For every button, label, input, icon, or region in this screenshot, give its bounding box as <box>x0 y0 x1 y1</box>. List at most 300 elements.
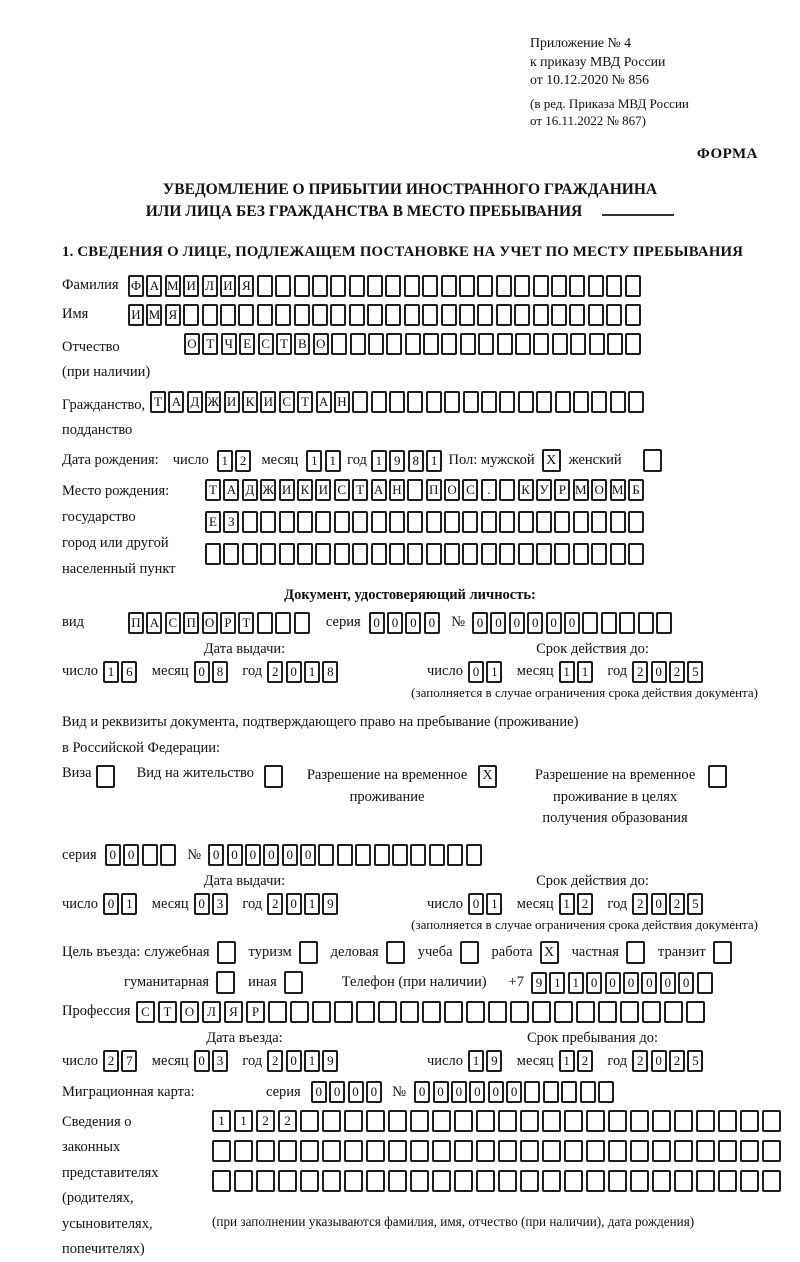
char-cell[interactable] <box>696 1170 715 1192</box>
residence-valid-day-field[interactable] <box>468 893 505 915</box>
char-cell[interactable]: Р <box>220 612 236 634</box>
temp-residence-checkbox[interactable]: X <box>478 765 497 788</box>
char-cell[interactable]: 8 <box>322 661 338 683</box>
char-cell[interactable] <box>542 1110 561 1132</box>
char-cell[interactable] <box>625 304 641 326</box>
char-cell[interactable]: П <box>128 612 144 634</box>
stay-day-field[interactable] <box>468 1050 505 1072</box>
char-cell[interactable]: Т <box>205 479 221 501</box>
doc-number-cells-field[interactable] <box>472 612 674 634</box>
char-cell[interactable] <box>642 1001 661 1023</box>
char-cell[interactable] <box>331 333 347 355</box>
purpose-other-checkbox[interactable] <box>284 971 303 994</box>
char-cell[interactable] <box>589 333 605 355</box>
char-cell[interactable]: 1 <box>559 1050 575 1072</box>
char-cell[interactable] <box>352 391 368 413</box>
char-cell[interactable]: Ч <box>221 333 237 355</box>
char-cell[interactable] <box>536 511 552 533</box>
char-cell[interactable] <box>454 1140 473 1162</box>
char-cell[interactable] <box>543 1081 559 1103</box>
char-cell[interactable]: 0 <box>387 612 403 634</box>
citizenship-cells-field[interactable] <box>150 391 647 413</box>
migration-card-seriya-field[interactable] <box>311 1081 385 1103</box>
char-cell[interactable] <box>330 275 346 297</box>
char-cell[interactable]: И <box>128 304 144 326</box>
char-cell[interactable]: 2 <box>278 1110 297 1132</box>
char-cell[interactable]: С <box>258 333 274 355</box>
stay-year-field[interactable] <box>632 1050 706 1072</box>
char-cell[interactable] <box>630 1140 649 1162</box>
char-cell[interactable]: 0 <box>369 612 385 634</box>
char-cell[interactable]: 2 <box>267 893 283 915</box>
char-cell[interactable]: А <box>168 391 184 413</box>
char-cell[interactable] <box>499 479 515 501</box>
stay-month-field[interactable] <box>559 1050 596 1072</box>
char-cell[interactable]: 1 <box>486 661 502 683</box>
char-cell[interactable] <box>588 304 604 326</box>
purpose-tourism-checkbox[interactable] <box>299 941 318 964</box>
char-cell[interactable] <box>423 333 439 355</box>
char-cell[interactable]: 0 <box>641 972 657 994</box>
char-cell[interactable]: Д <box>187 391 203 413</box>
char-cell[interactable]: 0 <box>194 1050 210 1072</box>
char-cell[interactable] <box>552 333 568 355</box>
char-cell[interactable] <box>586 1110 605 1132</box>
char-cell[interactable]: 1 <box>559 893 575 915</box>
residence-valid-month-field[interactable] <box>559 893 596 915</box>
char-cell[interactable] <box>718 1140 737 1162</box>
char-cell[interactable]: 2 <box>669 661 685 683</box>
char-cell[interactable] <box>554 1001 573 1023</box>
char-cell[interactable] <box>205 543 221 565</box>
char-cell[interactable] <box>386 333 402 355</box>
char-cell[interactable] <box>349 275 365 297</box>
char-cell[interactable] <box>260 511 276 533</box>
char-cell[interactable] <box>294 612 310 634</box>
char-cell[interactable] <box>300 1140 319 1162</box>
char-cell[interactable]: М <box>165 275 181 297</box>
char-cell[interactable] <box>460 333 476 355</box>
char-cell[interactable] <box>498 1170 517 1192</box>
char-cell[interactable] <box>334 1001 353 1023</box>
char-cell[interactable] <box>268 1001 287 1023</box>
char-cell[interactable] <box>586 1170 605 1192</box>
char-cell[interactable] <box>628 543 644 565</box>
birth-year-cells-field[interactable] <box>371 450 445 472</box>
char-cell[interactable] <box>498 1110 517 1132</box>
visa-checkbox[interactable] <box>96 765 115 788</box>
char-cell[interactable] <box>569 304 585 326</box>
char-cell[interactable] <box>718 1110 737 1132</box>
char-cell[interactable]: К <box>242 391 258 413</box>
char-cell[interactable] <box>499 391 515 413</box>
char-cell[interactable]: Ж <box>260 479 276 501</box>
char-cell[interactable] <box>422 1001 441 1023</box>
char-cell[interactable] <box>478 333 494 355</box>
char-cell[interactable] <box>344 1170 363 1192</box>
char-cell[interactable]: 0 <box>286 893 302 915</box>
char-cell[interactable]: 0 <box>468 893 484 915</box>
char-cell[interactable] <box>426 543 442 565</box>
char-cell[interactable]: А <box>371 479 387 501</box>
entry-day-field[interactable] <box>103 1050 140 1072</box>
char-cell[interactable] <box>536 543 552 565</box>
char-cell[interactable]: Р <box>554 479 570 501</box>
char-cell[interactable] <box>441 304 457 326</box>
char-cell[interactable]: 1 <box>306 450 322 472</box>
char-cell[interactable]: 1 <box>568 972 584 994</box>
char-cell[interactable] <box>337 844 353 866</box>
char-cell[interactable] <box>619 612 635 634</box>
char-cell[interactable] <box>533 304 549 326</box>
char-cell[interactable] <box>554 543 570 565</box>
char-cell[interactable]: Е <box>205 511 221 533</box>
char-cell[interactable] <box>466 844 482 866</box>
char-cell[interactable] <box>551 275 567 297</box>
char-cell[interactable] <box>696 1140 715 1162</box>
char-cell[interactable] <box>462 543 478 565</box>
char-cell[interactable]: Т <box>202 333 218 355</box>
char-cell[interactable]: 1 <box>559 661 575 683</box>
representatives-row1-field[interactable] <box>212 1110 784 1132</box>
char-cell[interactable] <box>352 543 368 565</box>
char-cell[interactable] <box>441 333 457 355</box>
char-cell[interactable] <box>444 511 460 533</box>
char-cell[interactable]: 2 <box>632 661 648 683</box>
char-cell[interactable] <box>564 1170 583 1192</box>
char-cell[interactable]: И <box>315 479 331 501</box>
char-cell[interactable]: Л <box>202 1001 221 1023</box>
char-cell[interactable] <box>569 275 585 297</box>
entry-year-field[interactable] <box>267 1050 341 1072</box>
char-cell[interactable] <box>223 543 239 565</box>
char-cell[interactable] <box>389 543 405 565</box>
char-cell[interactable] <box>477 304 493 326</box>
char-cell[interactable]: Я <box>224 1001 243 1023</box>
char-cell[interactable]: 0 <box>488 1081 504 1103</box>
char-cell[interactable] <box>533 333 549 355</box>
char-cell[interactable]: 0 <box>586 972 602 994</box>
char-cell[interactable]: Я <box>238 275 254 297</box>
char-cell[interactable] <box>318 844 334 866</box>
char-cell[interactable]: 0 <box>245 844 261 866</box>
char-cell[interactable] <box>322 1170 341 1192</box>
char-cell[interactable]: 2 <box>103 1050 119 1072</box>
char-cell[interactable] <box>762 1170 781 1192</box>
char-cell[interactable]: Я <box>165 304 181 326</box>
char-cell[interactable] <box>220 304 236 326</box>
char-cell[interactable]: 1 <box>304 893 320 915</box>
char-cell[interactable] <box>300 1170 319 1192</box>
birth-place-row3-cells-field[interactable] <box>205 543 646 565</box>
purpose-private-checkbox[interactable] <box>626 941 645 964</box>
char-cell[interactable]: А <box>223 479 239 501</box>
char-cell[interactable]: 0 <box>451 1081 467 1103</box>
char-cell[interactable] <box>481 511 497 533</box>
char-cell[interactable] <box>404 275 420 297</box>
char-cell[interactable] <box>718 1170 737 1192</box>
char-cell[interactable]: 0 <box>282 844 298 866</box>
char-cell[interactable]: 0 <box>546 612 562 634</box>
char-cell[interactable] <box>499 543 515 565</box>
residence-number-cells-field[interactable] <box>208 844 484 866</box>
char-cell[interactable]: О <box>591 479 607 501</box>
char-cell[interactable] <box>454 1170 473 1192</box>
char-cell[interactable]: 0 <box>472 612 488 634</box>
char-cell[interactable] <box>598 1001 617 1023</box>
char-cell[interactable]: 0 <box>506 1081 522 1103</box>
char-cell[interactable] <box>514 304 530 326</box>
char-cell[interactable] <box>496 275 512 297</box>
char-cell[interactable] <box>366 1140 385 1162</box>
char-cell[interactable]: О <box>184 333 200 355</box>
purpose-official-checkbox[interactable] <box>217 941 236 964</box>
char-cell[interactable]: 5 <box>687 893 703 915</box>
char-cell[interactable] <box>385 304 401 326</box>
char-cell[interactable] <box>625 333 641 355</box>
char-cell[interactable]: С <box>279 391 295 413</box>
char-cell[interactable]: 9 <box>486 1050 502 1072</box>
char-cell[interactable] <box>674 1170 693 1192</box>
char-cell[interactable]: 0 <box>651 893 667 915</box>
char-cell[interactable] <box>532 1001 551 1023</box>
char-cell[interactable] <box>344 1140 363 1162</box>
char-cell[interactable]: 2 <box>267 1050 283 1072</box>
char-cell[interactable]: 2 <box>577 893 593 915</box>
char-cell[interactable] <box>407 511 423 533</box>
char-cell[interactable]: 0 <box>405 612 421 634</box>
char-cell[interactable]: 2 <box>632 1050 648 1072</box>
char-cell[interactable]: 1 <box>121 893 137 915</box>
char-cell[interactable] <box>256 1140 275 1162</box>
char-cell[interactable]: 8 <box>212 661 228 683</box>
char-cell[interactable]: 9 <box>322 1050 338 1072</box>
char-cell[interactable]: 0 <box>311 1081 327 1103</box>
char-cell[interactable] <box>510 1001 529 1023</box>
char-cell[interactable]: 0 <box>469 1081 485 1103</box>
phone-cells-field[interactable] <box>531 972 715 994</box>
char-cell[interactable]: 0 <box>286 1050 302 1072</box>
char-cell[interactable] <box>570 333 586 355</box>
char-cell[interactable] <box>444 543 460 565</box>
char-cell[interactable]: Л <box>202 275 218 297</box>
char-cell[interactable] <box>432 1140 451 1162</box>
char-cell[interactable] <box>536 391 552 413</box>
char-cell[interactable] <box>405 333 421 355</box>
char-cell[interactable] <box>234 1170 253 1192</box>
char-cell[interactable]: 0 <box>605 972 621 994</box>
char-cell[interactable] <box>315 543 331 565</box>
char-cell[interactable] <box>656 612 672 634</box>
char-cell[interactable] <box>429 844 445 866</box>
char-cell[interactable]: 0 <box>490 612 506 634</box>
char-cell[interactable] <box>441 275 457 297</box>
char-cell[interactable] <box>518 391 534 413</box>
char-cell[interactable]: О <box>444 479 460 501</box>
char-cell[interactable]: 0 <box>509 612 525 634</box>
char-cell[interactable]: Р <box>246 1001 265 1023</box>
char-cell[interactable]: Е <box>239 333 255 355</box>
char-cell[interactable] <box>476 1110 495 1132</box>
char-cell[interactable] <box>312 275 328 297</box>
char-cell[interactable]: 2 <box>669 893 685 915</box>
char-cell[interactable]: 0 <box>414 1081 430 1103</box>
char-cell[interactable]: 0 <box>348 1081 364 1103</box>
char-cell[interactable]: И <box>183 275 199 297</box>
char-cell[interactable] <box>551 304 567 326</box>
char-cell[interactable] <box>371 511 387 533</box>
char-cell[interactable]: 0 <box>366 1081 382 1103</box>
char-cell[interactable] <box>300 1110 319 1132</box>
char-cell[interactable]: 3 <box>212 1050 228 1072</box>
char-cell[interactable] <box>591 391 607 413</box>
char-cell[interactable] <box>542 1140 561 1162</box>
char-cell[interactable] <box>212 1140 231 1162</box>
char-cell[interactable] <box>652 1170 671 1192</box>
char-cell[interactable]: 0 <box>300 844 316 866</box>
char-cell[interactable] <box>740 1140 759 1162</box>
char-cell[interactable]: П <box>426 479 442 501</box>
char-cell[interactable]: 5 <box>687 661 703 683</box>
char-cell[interactable] <box>591 543 607 565</box>
char-cell[interactable] <box>586 1140 605 1162</box>
char-cell[interactable] <box>520 1140 539 1162</box>
char-cell[interactable] <box>459 275 475 297</box>
char-cell[interactable]: А <box>316 391 332 413</box>
char-cell[interactable] <box>257 304 273 326</box>
char-cell[interactable] <box>610 391 626 413</box>
char-cell[interactable] <box>183 304 199 326</box>
char-cell[interactable] <box>202 304 218 326</box>
char-cell[interactable]: С <box>165 612 181 634</box>
char-cell[interactable] <box>610 511 626 533</box>
char-cell[interactable]: О <box>202 612 218 634</box>
char-cell[interactable] <box>294 304 310 326</box>
char-cell[interactable]: Н <box>389 479 405 501</box>
char-cell[interactable] <box>432 1110 451 1132</box>
char-cell[interactable] <box>410 1110 429 1132</box>
doc-kind-cells-field[interactable] <box>128 612 312 634</box>
char-cell[interactable]: А <box>146 275 162 297</box>
char-cell[interactable] <box>404 304 420 326</box>
char-cell[interactable] <box>238 304 254 326</box>
char-cell[interactable] <box>315 511 331 533</box>
char-cell[interactable] <box>374 844 390 866</box>
temp-residence-education-checkbox[interactable] <box>708 765 727 788</box>
char-cell[interactable] <box>142 844 158 866</box>
char-cell[interactable] <box>582 612 598 634</box>
char-cell[interactable]: 0 <box>286 661 302 683</box>
char-cell[interactable] <box>275 612 291 634</box>
char-cell[interactable]: В <box>294 333 310 355</box>
char-cell[interactable]: 0 <box>103 893 119 915</box>
char-cell[interactable] <box>638 612 654 634</box>
doc-issue-month-field[interactable] <box>194 661 231 683</box>
doc-issue-year-field[interactable] <box>267 661 341 683</box>
char-cell[interactable]: Т <box>150 391 166 413</box>
char-cell[interactable] <box>762 1110 781 1132</box>
char-cell[interactable] <box>367 275 383 297</box>
char-cell[interactable]: 8 <box>408 450 424 472</box>
purpose-humanitarian-checkbox[interactable] <box>216 971 235 994</box>
residence-issue-year-field[interactable] <box>267 893 341 915</box>
char-cell[interactable] <box>294 275 310 297</box>
birth-month-cells-field[interactable] <box>306 450 343 472</box>
char-cell[interactable] <box>257 612 273 634</box>
char-cell[interactable] <box>608 1110 627 1132</box>
char-cell[interactable] <box>234 1140 253 1162</box>
char-cell[interactable] <box>388 1170 407 1192</box>
char-cell[interactable] <box>564 1140 583 1162</box>
char-cell[interactable] <box>601 612 617 634</box>
char-cell[interactable] <box>476 1140 495 1162</box>
char-cell[interactable]: 1 <box>304 661 320 683</box>
char-cell[interactable]: К <box>518 479 534 501</box>
char-cell[interactable] <box>256 1170 275 1192</box>
surname-cells-field[interactable] <box>128 275 643 297</box>
char-cell[interactable]: С <box>334 479 350 501</box>
char-cell[interactable] <box>628 511 644 533</box>
char-cell[interactable] <box>352 511 368 533</box>
char-cell[interactable] <box>625 275 641 297</box>
char-cell[interactable] <box>674 1140 693 1162</box>
char-cell[interactable]: 3 <box>212 893 228 915</box>
doc-valid-year-field[interactable] <box>632 661 706 683</box>
char-cell[interactable] <box>488 1001 507 1023</box>
char-cell[interactable]: 1 <box>217 450 233 472</box>
purpose-work-checkbox[interactable]: X <box>540 941 559 964</box>
char-cell[interactable]: И <box>224 391 240 413</box>
char-cell[interactable]: 2 <box>577 1050 593 1072</box>
char-cell[interactable] <box>466 1001 485 1023</box>
migration-card-number-field[interactable] <box>414 1081 616 1103</box>
char-cell[interactable] <box>573 391 589 413</box>
char-cell[interactable] <box>520 1110 539 1132</box>
char-cell[interactable]: . <box>481 479 497 501</box>
char-cell[interactable] <box>275 275 291 297</box>
char-cell[interactable]: 1 <box>325 450 341 472</box>
char-cell[interactable]: А <box>146 612 162 634</box>
char-cell[interactable]: С <box>136 1001 155 1023</box>
char-cell[interactable]: И <box>279 479 295 501</box>
char-cell[interactable]: 1 <box>549 972 565 994</box>
char-cell[interactable]: 0 <box>123 844 139 866</box>
char-cell[interactable]: 0 <box>468 661 484 683</box>
representatives-row3-field[interactable] <box>212 1170 784 1192</box>
char-cell[interactable] <box>740 1110 759 1132</box>
char-cell[interactable] <box>608 1170 627 1192</box>
char-cell[interactable] <box>518 543 534 565</box>
char-cell[interactable] <box>630 1110 649 1132</box>
char-cell[interactable] <box>426 391 442 413</box>
char-cell[interactable]: М <box>146 304 162 326</box>
char-cell[interactable] <box>426 511 442 533</box>
char-cell[interactable] <box>371 543 387 565</box>
sex-female-checkbox[interactable] <box>643 449 662 472</box>
char-cell[interactable]: И <box>220 275 236 297</box>
residence-permit-checkbox[interactable] <box>264 765 283 788</box>
char-cell[interactable] <box>564 1110 583 1132</box>
char-cell[interactable] <box>410 844 426 866</box>
char-cell[interactable] <box>652 1110 671 1132</box>
char-cell[interactable] <box>606 275 622 297</box>
char-cell[interactable]: М <box>573 479 589 501</box>
char-cell[interactable]: 0 <box>651 1050 667 1072</box>
char-cell[interactable] <box>389 391 405 413</box>
sex-male-checkbox[interactable]: X <box>542 449 561 472</box>
char-cell[interactable] <box>385 275 401 297</box>
char-cell[interactable]: М <box>610 479 626 501</box>
